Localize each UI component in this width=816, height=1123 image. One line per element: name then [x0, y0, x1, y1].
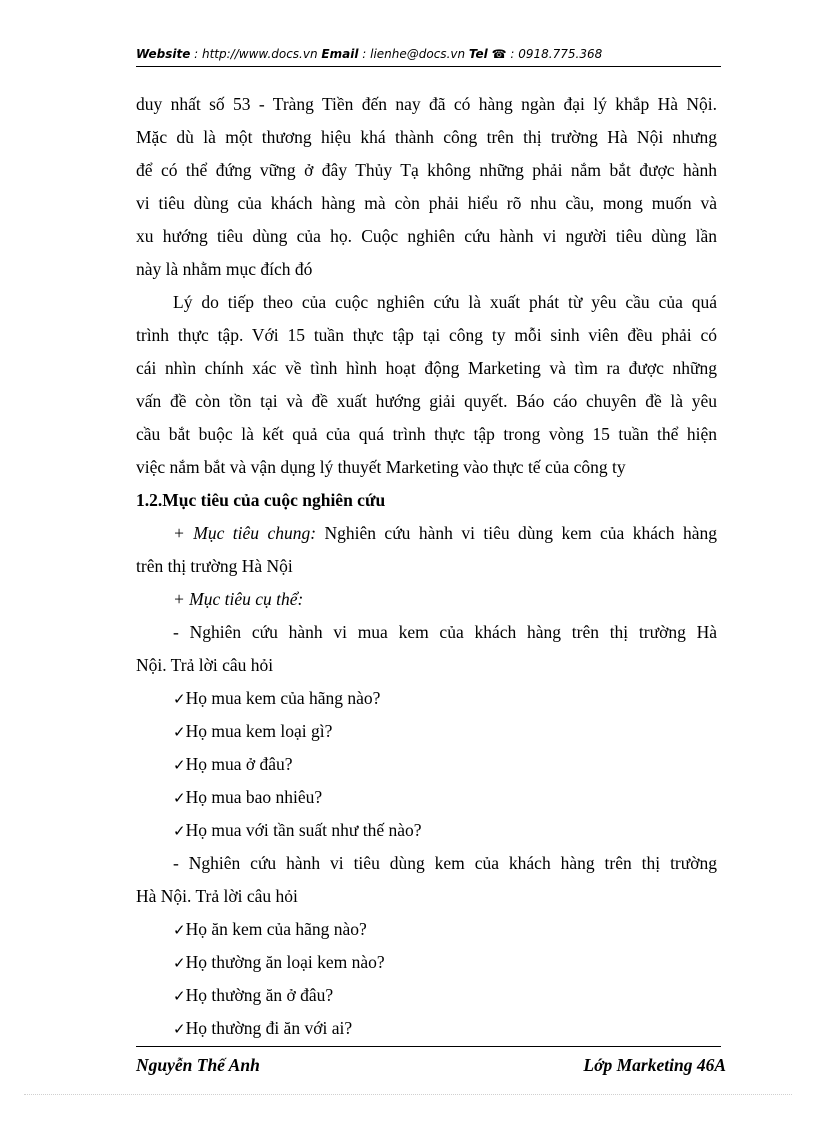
paragraph-line: để có thể đứng vững ở đây Thủy Tạ không những phải nắm bắt được hành	[136, 160, 717, 180]
footer-author: Nguyễn Thế Anh	[136, 1055, 260, 1075]
paragraph-line: cái nhìn chính xác về tình hình hoạt động Marketing và tìm ra được những	[136, 358, 717, 378]
page-bottom-border	[24, 1094, 792, 1095]
paragraph-line: Mặc dù là một thương hiệu khá thành công trên thị trường Hà Nội nhưng	[136, 127, 717, 147]
specific-objective-label: + Mục tiêu cụ thể:	[173, 589, 304, 609]
tel-label: Tel	[468, 47, 488, 61]
website-value[interactable]: : http://www.docs.vn	[190, 47, 322, 61]
phone-icon: ☎	[491, 47, 507, 61]
check-icon: ✓	[173, 822, 186, 840]
check-icon: ✓	[173, 789, 186, 807]
general-objective-text: Nghiên cứu hành vi tiêu dùng kem của khách hàng	[316, 523, 717, 543]
general-objective-line: trên thị trường Hà Nội	[136, 556, 293, 576]
paragraph-line: vấn đề còn tồn tại và đề xuất hướng giải quyết. Báo cáo chuyên đề là yêu	[136, 391, 717, 411]
check-icon: ✓	[173, 756, 186, 774]
list-item: ✓Họ ăn kem của hãng nào?	[173, 919, 367, 939]
paragraph-line: xu hướng tiêu dùng của họ. Cuộc nghiên cứu hành vi người tiêu dùng lần	[136, 226, 717, 246]
use-research-intro: Hà Nội. Trả lời câu hỏi	[136, 886, 298, 906]
check-icon: ✓	[173, 1020, 186, 1038]
check-icon: ✓	[173, 954, 186, 972]
check-icon: ✓	[173, 690, 186, 708]
list-item: ✓Họ mua kem của hãng nào?	[173, 688, 381, 708]
list-item: ✓Họ thường đi ăn với ai?	[173, 1018, 353, 1038]
check-icon: ✓	[173, 921, 186, 939]
buy-research-intro: Nội. Trả lời câu hỏi	[136, 655, 274, 675]
check-icon: ✓	[173, 723, 186, 741]
website-label: Website	[136, 47, 191, 61]
footer-class: Lớp Marketing 46A	[583, 1055, 726, 1075]
paragraph-line: vi tiêu dùng của khách hàng mà còn phải hiểu rõ nhu cầu, mong muốn và	[136, 193, 717, 213]
email-value[interactable]: : lienhe@docs.vn	[358, 47, 469, 61]
paragraph-line: duy nhất số 53 - Tràng Tiền đến nay đã có hàng ngàn đại lý khắp Hà Nội.	[136, 94, 717, 114]
paragraph-line: việc nắm bắt và vận dụng lý thuyết Marketing vào thực tế của công ty	[136, 457, 626, 477]
tel-value: : 0918.775.368	[506, 47, 603, 61]
paragraph-line: này là nhằm mục đích đó	[136, 259, 313, 279]
list-item: ✓Họ mua kem loại gì?	[173, 721, 333, 741]
section-heading: 1.2.Mục tiêu của cuộc nghiên cứu	[136, 490, 386, 510]
buy-research-intro: - Nghiên cứu hành vi mua kem của khách hàng trên thị trường Hà	[173, 622, 717, 642]
document-body	[136, 88, 717, 1045]
general-objective-line	[136, 517, 717, 550]
footer-divider	[136, 1046, 721, 1047]
paragraph-line: cầu bắt buộc là kết quả của quá trình thực tập trong vòng 15 tuần thể hiện	[136, 424, 717, 444]
header-divider	[136, 66, 721, 67]
list-item: ✓Họ thường ăn ở đâu?	[173, 985, 334, 1005]
check-icon: ✓	[173, 987, 186, 1005]
list-item: ✓Họ mua bao nhiêu?	[173, 787, 323, 807]
use-research-intro: - Nghiên cứu hành vi tiêu dùng kem của khách hàng trên thị trường	[173, 853, 717, 873]
list-item: ✓Họ mua ở đâu?	[173, 754, 293, 774]
list-item: ✓Họ thường ăn loại kem nào?	[173, 952, 385, 972]
general-objective-label: + Mục tiêu chung:	[173, 523, 317, 543]
paragraph-line: trình thực tập. Với 15 tuần thực tập tại công ty mỗi sinh viên đều phải có	[136, 325, 717, 345]
page-header	[136, 47, 721, 61]
paragraph-line: Lý do tiếp theo của cuộc nghiên cứu là xuất phát từ yêu cầu của quá	[173, 292, 717, 312]
email-label: Email	[321, 47, 359, 61]
list-item: ✓Họ mua với tần suất như thế nào?	[173, 820, 422, 840]
